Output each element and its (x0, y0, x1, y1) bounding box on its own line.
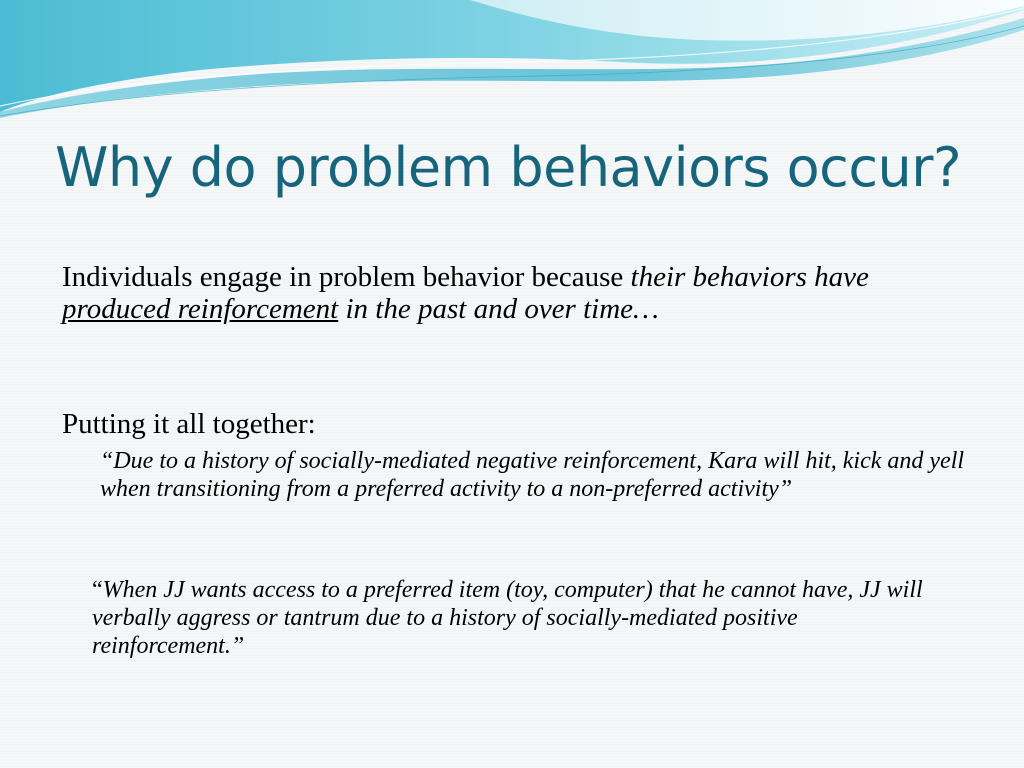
paragraph-putting-together: Putting it all together: (62, 408, 316, 440)
paragraph1-plain: Individuals engage in problem behavior because (62, 261, 631, 293)
slide-title: Why do problem behaviors occur? (55, 136, 962, 199)
wave-header-decoration (0, 0, 1024, 130)
paragraph-reinforcement (62, 261, 952, 325)
quote-jj-open-mark: “ (92, 577, 103, 603)
quote-kara: “Due to a history of socially-mediated negative reinforcement, Kara will hit, kick and yell when transitioning from a preferred activity to a non-preferred activity” (100, 448, 965, 502)
paragraph1-italic-2: in the past and over time… (338, 293, 659, 325)
paragraph1-underlined: produced reinforcement (62, 293, 339, 325)
quote-jj (92, 576, 952, 660)
paragraph1-italic-1: their behaviors have (630, 261, 869, 293)
quote-jj-text: When JJ wants access to a preferred item (toy, computer) that he cannot have, JJ will verbally aggress or tantrum due to a history of socially-mediated positive reinforcement.” (92, 577, 923, 659)
